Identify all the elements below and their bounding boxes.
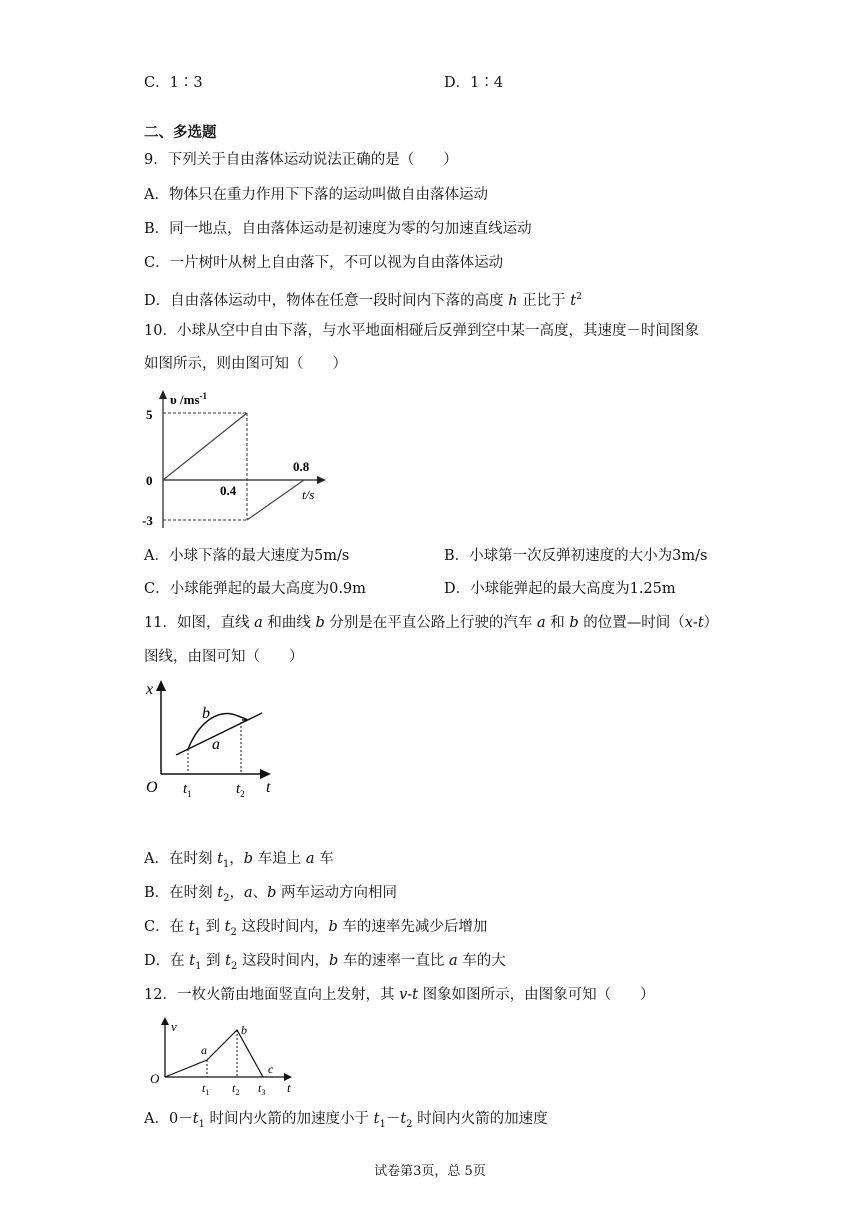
q8-option-d: D．1∶4	[444, 75, 504, 91]
q12-graph-origin: O	[150, 1071, 160, 1086]
q10-graph-tick-n3: -3	[142, 513, 153, 528]
section-title: 二、多选题	[144, 124, 217, 141]
q11-option-a: A．在时刻 $t_1$，b 车追上 a 车	[144, 851, 334, 870]
q11-position-time-graph	[140, 676, 290, 808]
q12-option-a: A．$0-t_1$ 时间内火箭的加速度小于 $t_1-t_2$ 时间内火箭的加速度	[144, 1111, 548, 1130]
q11-graph-a-label: a	[212, 736, 220, 753]
q11-stem-line2: 图线，由图可知（ ）	[144, 649, 304, 665]
q10-option-b: B．小球第一次反弹初速度的大小为3m/s	[444, 548, 708, 564]
q11-option-b: B．在时刻 $t_2$，a、b 两车运动方向相同	[144, 885, 398, 904]
q10-graph-y-label: υ $/ms^{-1}$	[170, 391, 207, 407]
q12-stem: 12．一枚火箭由地面竖直向上发射，其 v-t 图象如图所示，由图象可知（ ）	[144, 987, 655, 1003]
q10-graph-tick-04: 0.4	[220, 483, 237, 498]
q9-option-c: C．一片树叶从树上自由落下，不可以视为自由落体运动	[144, 255, 504, 271]
q10-option-a: A．小球下落的最大速度为5m/s	[144, 548, 350, 564]
q12-velocity-time-graph	[140, 1013, 310, 1097]
q10-option-d: D．小球能弹起的最大高度为1.25m	[444, 581, 676, 597]
q12-graph-t1-label: $t_1$	[202, 1081, 210, 1097]
q12-graph-t3-label: $t_3$	[258, 1081, 266, 1097]
q9-option-a: A．物体只在重力作用下下落的运动叫做自由落体运动	[144, 187, 488, 203]
q12-graph-c-label: c	[268, 1062, 274, 1076]
page-footer: 试卷第3页，总 5页	[374, 1164, 486, 1179]
q10-option-c: C．小球能弹起的最大高度为0.9m	[144, 581, 366, 597]
q12-graph-t-label: t	[287, 1080, 291, 1095]
q9-stem: 9．下列关于自由落体运动说法正确的是（ ）	[144, 152, 458, 168]
q10-graph-tick-0: 0	[146, 473, 153, 488]
q9-option-d: D．自由落体运动中，物体在任意一段时间内下落的高度 h 正比于 $t^2$	[144, 292, 582, 309]
q12-graph-t2-label: $t_2$	[232, 1081, 240, 1097]
q11-graph-origin: O	[146, 779, 158, 796]
q11-graph-t1-label: $t_1$	[183, 781, 192, 799]
q12-graph-a-label: a	[201, 1043, 207, 1057]
q10-stem-line2: 如图所示，则由图可知（ ）	[144, 356, 347, 372]
q10-graph-x-label: t/s	[302, 487, 315, 502]
q11-option-c: C．在 $t_1$ 到 $t_2$ 这段时间内，b 车的速率先减少后增加	[144, 919, 488, 938]
q10-graph-tick-5: 5	[146, 407, 153, 422]
q12-graph-v-label: v	[171, 1019, 177, 1034]
q11-graph-x-label: x	[146, 681, 154, 698]
q10-velocity-time-graph	[140, 388, 330, 536]
q11-graph-t-label: t	[266, 779, 271, 796]
q9-option-b: B．同一地点，自由落体运动是初速度为零的匀加速直线运动	[144, 221, 532, 237]
q11-stem-line1: 11．如图，直线 a 和曲线 b 分别是在平直公路上行驶的汽车 a 和 b 的位置—时间（x-t）	[144, 615, 719, 631]
q11-option-d: D．在 $t_1$ 到 $t_2$ 这段时间内，b 车的速率一直比 a 车的大	[144, 953, 506, 972]
q11-graph-b-label: b	[202, 705, 210, 722]
q11-graph-t2-label: $t_2$	[236, 781, 245, 799]
q10-stem-line1: 10．小球从空中自由下落，与水平地面相碰后反弹到空中某一高度，其速度－时间图象	[144, 323, 699, 339]
q12-graph-b-label: b	[241, 1023, 247, 1037]
q8-option-c: C．1∶3	[144, 75, 203, 91]
q10-graph-tick-08: 0.8	[293, 459, 310, 474]
